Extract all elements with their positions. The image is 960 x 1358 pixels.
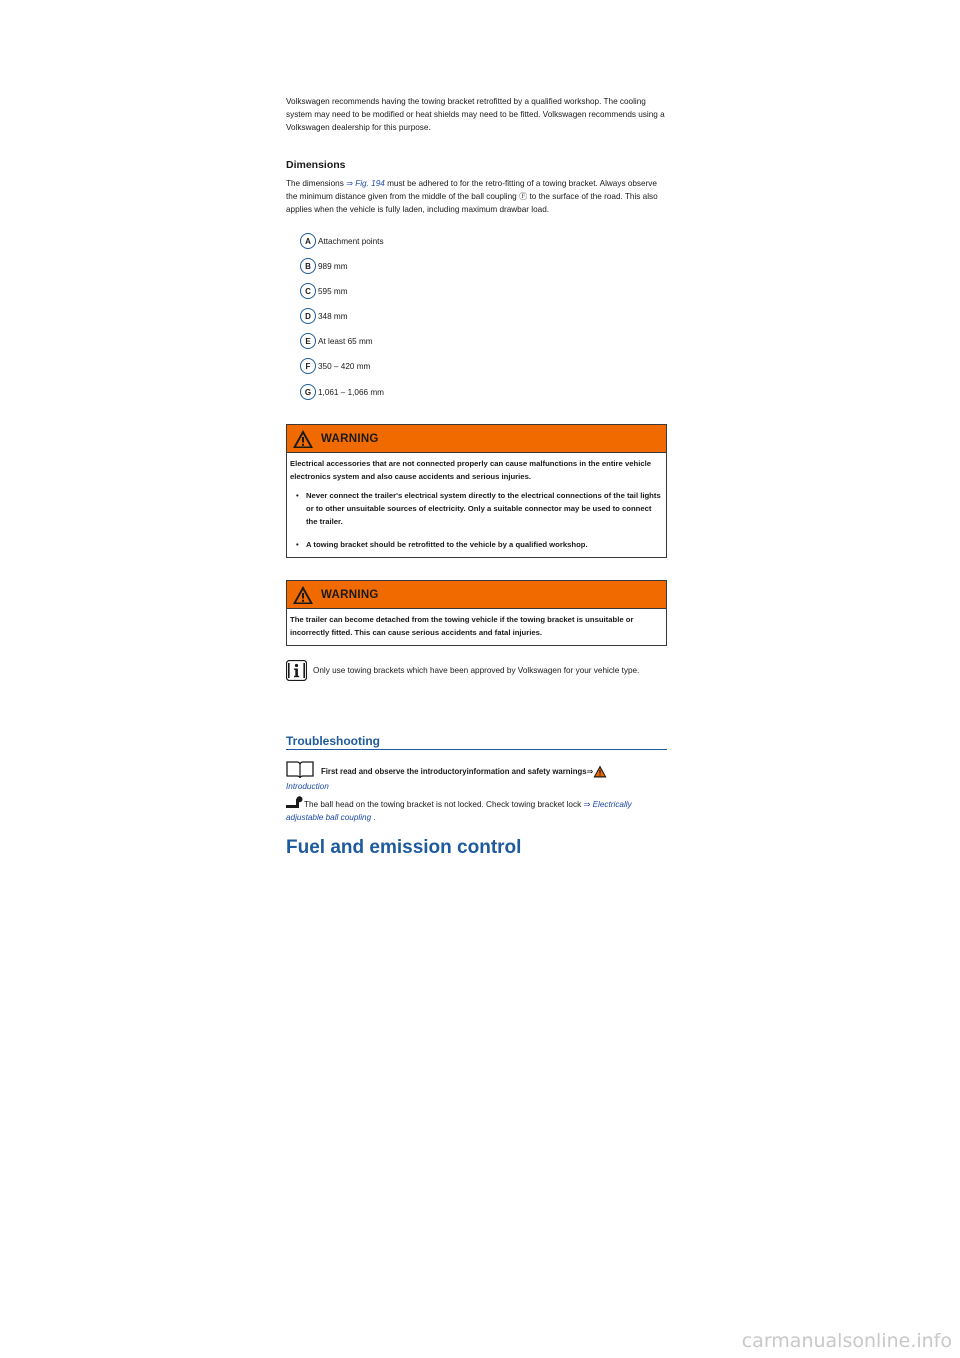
- ball-head-text: The ball head on the towing bracket is not locked. Check towing bracket lock: [304, 800, 584, 809]
- legend-item-d: [300, 307, 348, 325]
- info-icon: [286, 660, 307, 681]
- letter-badge-c: C: [300, 283, 316, 299]
- legend-item-a: [300, 232, 384, 250]
- letter-badge-b: B: [300, 258, 316, 274]
- legend-text-e: At least 65 mm: [318, 336, 373, 346]
- legend-text-g: 1,061 – 1,066 mm: [318, 387, 384, 397]
- letter-badge-f: F: [300, 358, 316, 374]
- dimensions-paragraph: [286, 177, 667, 216]
- note-row: [286, 660, 639, 681]
- dimensions-text-after: must be adhered to for the retro-fitting of a towing bracket. Always observe the minimum distance given from the middle of the ball coupling Ⓕ to the surface of the road. This also applies when the vehicle is fully laden, including maximum drawbar load.: [286, 179, 658, 214]
- introduction-link[interactable]: Introduction: [286, 782, 329, 791]
- letter-badge-e: E: [300, 333, 316, 349]
- intro-paragraph: Volkswagen recommends having the towing bracket retrofitted by a qualified workshop. The cooling system may need to be modified or heat shields may need to be fitted. Volkswagen recommends using a Volkswagen dealership for this purpose.: [286, 97, 665, 132]
- warning-header: [287, 425, 666, 453]
- dimensions-heading: Dimensions: [286, 159, 346, 171]
- warning-body: [287, 453, 666, 557]
- book-icon: [286, 760, 314, 778]
- read-first-text: First read and observe the introductoryinformation and safety warnings⇒: [321, 767, 594, 776]
- fig-194-link[interactable]: ⇒ Fig. 194: [346, 179, 385, 188]
- troubleshooting-heading: Troubleshooting: [286, 734, 667, 750]
- legend-text-f: 350 – 420 mm: [318, 361, 371, 371]
- warning-box-electrical: [286, 424, 667, 558]
- legend-text-a: Attachment points: [318, 236, 384, 246]
- ball-head-end: .: [371, 813, 376, 822]
- warning-triangle-icon: [292, 585, 314, 605]
- warning-box-detach: [286, 580, 667, 646]
- warning-bullet-list: [290, 489, 663, 551]
- warning-bullet: • Never connect the trailer's electrical system directly to the electrical connections of the tail lights or to other unsuitable sources of electricity. Only a suitable connector may be used to connect the trailer.: [290, 489, 663, 528]
- warning-text: The trailer can become detached from the towing vehicle if the towing bracket is unsuitable or incorrectly fitted. This can cause serious accidents and fatal injuries.: [290, 615, 634, 637]
- legend-item-c: [300, 282, 348, 300]
- dimensions-text-before: The dimensions: [286, 179, 347, 188]
- legend-item-b: [300, 257, 348, 275]
- legend-item-g: [300, 383, 384, 401]
- warning-bullet: • A towing bracket should be retrofitted to the vehicle by a qualified workshop.: [290, 538, 663, 551]
- letter-badge-a: A: [300, 233, 316, 249]
- legend-text-d: 348 mm: [318, 311, 348, 321]
- warning-text: Electrical accessories that are not connected properly can cause malfunctions in the entire vehicle electronics system and also cause accidents and serious injuries.: [290, 459, 652, 481]
- warning-title: WARNING: [321, 588, 379, 601]
- legend-item-e: [300, 332, 373, 350]
- read-first-block: [286, 760, 667, 793]
- legend-item-f: [300, 357, 370, 375]
- warning-triangle-icon: [292, 429, 314, 449]
- warning-header: [287, 581, 666, 609]
- letter-badge-d: D: [300, 308, 316, 324]
- towing-hook-icon: [286, 796, 304, 808]
- ball-head-block: [286, 796, 667, 824]
- warning-title: WARNING: [321, 432, 379, 445]
- watermark: carmanualsonline.info: [741, 1330, 952, 1352]
- warning-triangle-small-icon: [593, 765, 607, 778]
- legend-text-b: 989 mm: [318, 261, 348, 271]
- ball-coupling-link[interactable]: ⇒ Electrically adjustable ball coupling: [286, 800, 632, 822]
- note-text: Only use towing brackets which have been approved by Volkswagen for your vehicle type.: [313, 666, 640, 675]
- fuel-emission-heading: Fuel and emission control: [286, 837, 522, 858]
- letter-badge-g: G: [300, 384, 316, 400]
- warning-body: [287, 609, 666, 645]
- legend-text-c: 595 mm: [318, 286, 348, 296]
- ball-head-paragraph: [286, 796, 667, 824]
